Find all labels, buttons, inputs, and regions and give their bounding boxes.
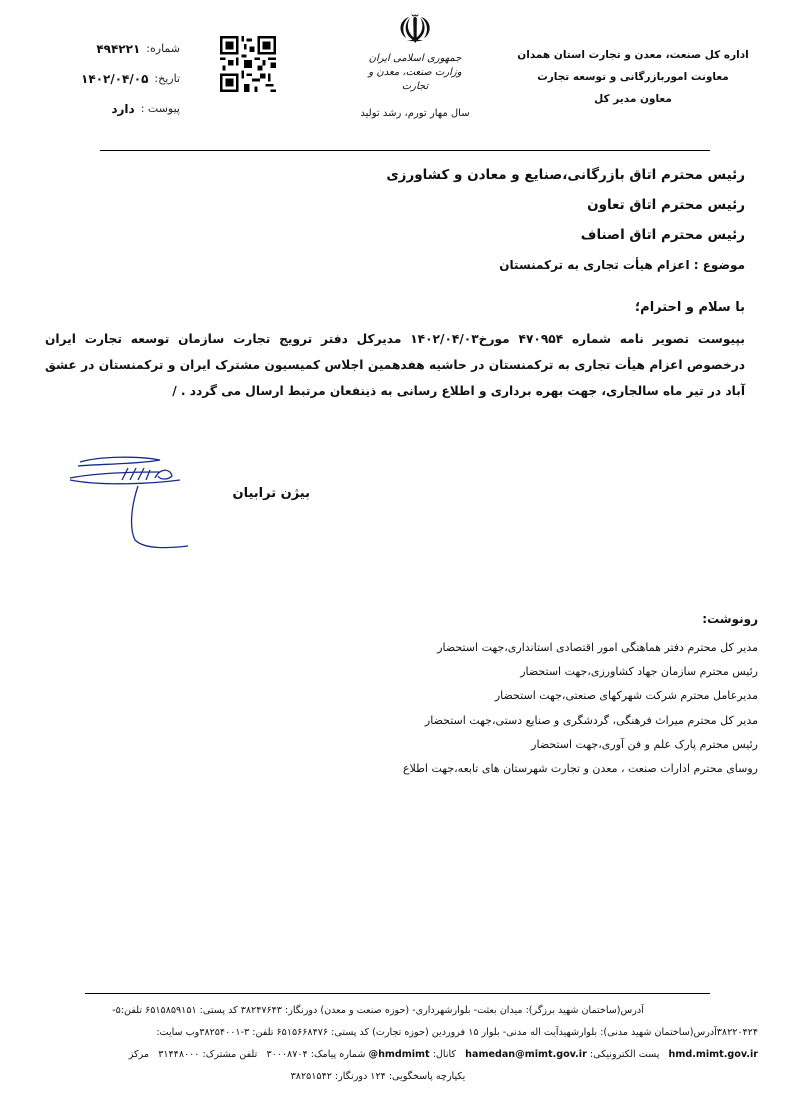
attachment-row bbox=[40, 94, 180, 124]
org-line: اداره کل صنعت، معدن و تجارت استان همدان bbox=[517, 49, 749, 61]
cc-item: رئیس محترم پارک علم و فن آوری،جهت استحضار bbox=[531, 737, 758, 751]
footer-divider bbox=[85, 993, 710, 994]
date-row bbox=[40, 64, 180, 94]
letter-meta bbox=[40, 34, 180, 124]
org-line: معاونت اموربازرگانی و توسعه تجارت bbox=[537, 71, 729, 83]
attachment-value: دارد bbox=[111, 102, 135, 116]
cc-list bbox=[258, 636, 758, 781]
footer-address-1: آدرس(ساختمان شهید برزگر): میدان بعثت- بلوارشهرداری- (حوزه صنعت و معدن) دورنگار: ۳۸۲۴۷۶۴۳ کد پستی: ۶۵۱۵۸۵۹۱۵۱ تلفن:۵- bbox=[112, 1005, 644, 1016]
date-value: ۱۴۰۲/۰۴/۰۵ bbox=[81, 72, 149, 86]
qr-code-icon bbox=[220, 36, 276, 92]
footer-contacts bbox=[0, 1044, 758, 1066]
number-label: شماره: bbox=[146, 42, 180, 55]
cc-item: روسای محترم ادارات صنعت ، معدن و تجارت شهرستان های تابعه،جهت اطلاع bbox=[403, 762, 758, 776]
footer-email-label: پست الکترونیکی: bbox=[589, 1049, 660, 1060]
emblem-block bbox=[355, 8, 475, 128]
footer-sms-label: شماره پیامک: bbox=[310, 1049, 366, 1060]
cc-item: مدیرعامل محترم شرکت شهرکهای صنعتی،جهت استحضار bbox=[494, 689, 758, 703]
signature-icon bbox=[60, 450, 200, 560]
greeting: با سلام و احترام؛ bbox=[634, 300, 745, 315]
cc-item: رئیس محترم سازمان جهاد کشاورزی،جهت استحضار bbox=[520, 665, 758, 679]
footer-address-2: ۳۸۲۲۰۴۲۴آدرس(ساختمان شهید مدنی): بلوارشهیدآیت اله مدنی- بلوار ۱۵ فروردین (حوزه تجارت) کد پستی: ۶۵۱۵۶۶۸۴۷۶ تلفن: ۳-۳۸۲۵۴۰۰۱وب سایت: bbox=[156, 1027, 758, 1038]
signatory-name: بیژن ترابیان bbox=[232, 486, 310, 501]
footer-website[interactable]: hmd.mimt.gov.ir bbox=[668, 1049, 758, 1060]
cc-item: مدیر کل محترم دفتر هماهنگی امور اقتصادی استانداری،جهت استحضار bbox=[437, 641, 758, 654]
footer-channel[interactable]: hmdmimt@ bbox=[368, 1049, 430, 1060]
letter-subject: موضوع : اعزام هیأت تجاری به ترکمنستان bbox=[499, 258, 745, 272]
footer-sms: ۳۰۰۰۸۷۰۴ bbox=[266, 1049, 308, 1060]
footer-support-label: تلفن مشترک: bbox=[202, 1049, 258, 1060]
footer-support: ۳۱۴۴۸۰۰۰ bbox=[158, 1049, 200, 1060]
footer bbox=[0, 1000, 758, 1088]
recipient: رئیس محترم اتاق تعاون bbox=[587, 197, 745, 213]
footer-response-line: یکپارچه پاسخگویی: ۱۲۴ دورنگار: ۳۸۲۵۱۵۴۲ bbox=[290, 1071, 466, 1082]
header-divider bbox=[100, 150, 710, 151]
number-value: ۴۹۴۲۲۱ bbox=[96, 42, 141, 56]
iran-emblem-icon: ☫ bbox=[397, 7, 433, 53]
org-line: معاون مدیر کل bbox=[594, 93, 672, 105]
cc-title: رونوشت: bbox=[702, 612, 758, 626]
recipient: رئیس محترم اتاق اصناف bbox=[580, 227, 745, 243]
footer-center: مرکز bbox=[128, 1049, 150, 1060]
footer-channel-label: کانال: bbox=[432, 1049, 456, 1060]
cc-item: مدیر کل محترم میراث فرهنگی، گردشگری و صنایع دستی،جهت استحضار bbox=[424, 713, 758, 727]
letter-body: بپیوست تصویر نامه شماره ۴۷۰۹۵۴ مورخ۱۴۰۲/۰۴/۰۳ مدیرکل دفتر ترویج تجارت سازمان توسعه تجارت ایران درخصوص اعزام هیأت تجاری به ترکمنستان در حاشیه هفدهمین اجلاس کمیسیون مشترک ایران و ترکمنستان در عشق آباد در تیر ماه سالجاری، جهت بهره برداری و اطلاع رسانی به ذینفعان مرتبط ارسال می گردد . / bbox=[45, 332, 745, 398]
date-label: تاریخ: bbox=[154, 72, 180, 85]
attachment-label: پیوست : bbox=[140, 102, 180, 115]
emblem-line-1: جمهوری اسلامی ایران bbox=[368, 53, 462, 64]
organization-header bbox=[508, 44, 758, 110]
recipient: رئیس محترم اتاق بازرگانی،صنایع و معادن و کشاورزی bbox=[386, 167, 745, 183]
recipients bbox=[245, 160, 745, 250]
number-row bbox=[40, 34, 180, 64]
emblem-line-2: وزارت صنعت، معدن و تجارت bbox=[368, 67, 462, 92]
footer-email[interactable]: hamedan@mimt.gov.ir bbox=[465, 1049, 587, 1060]
year-slogan: سال مهار تورم، رشد تولید bbox=[360, 108, 470, 119]
